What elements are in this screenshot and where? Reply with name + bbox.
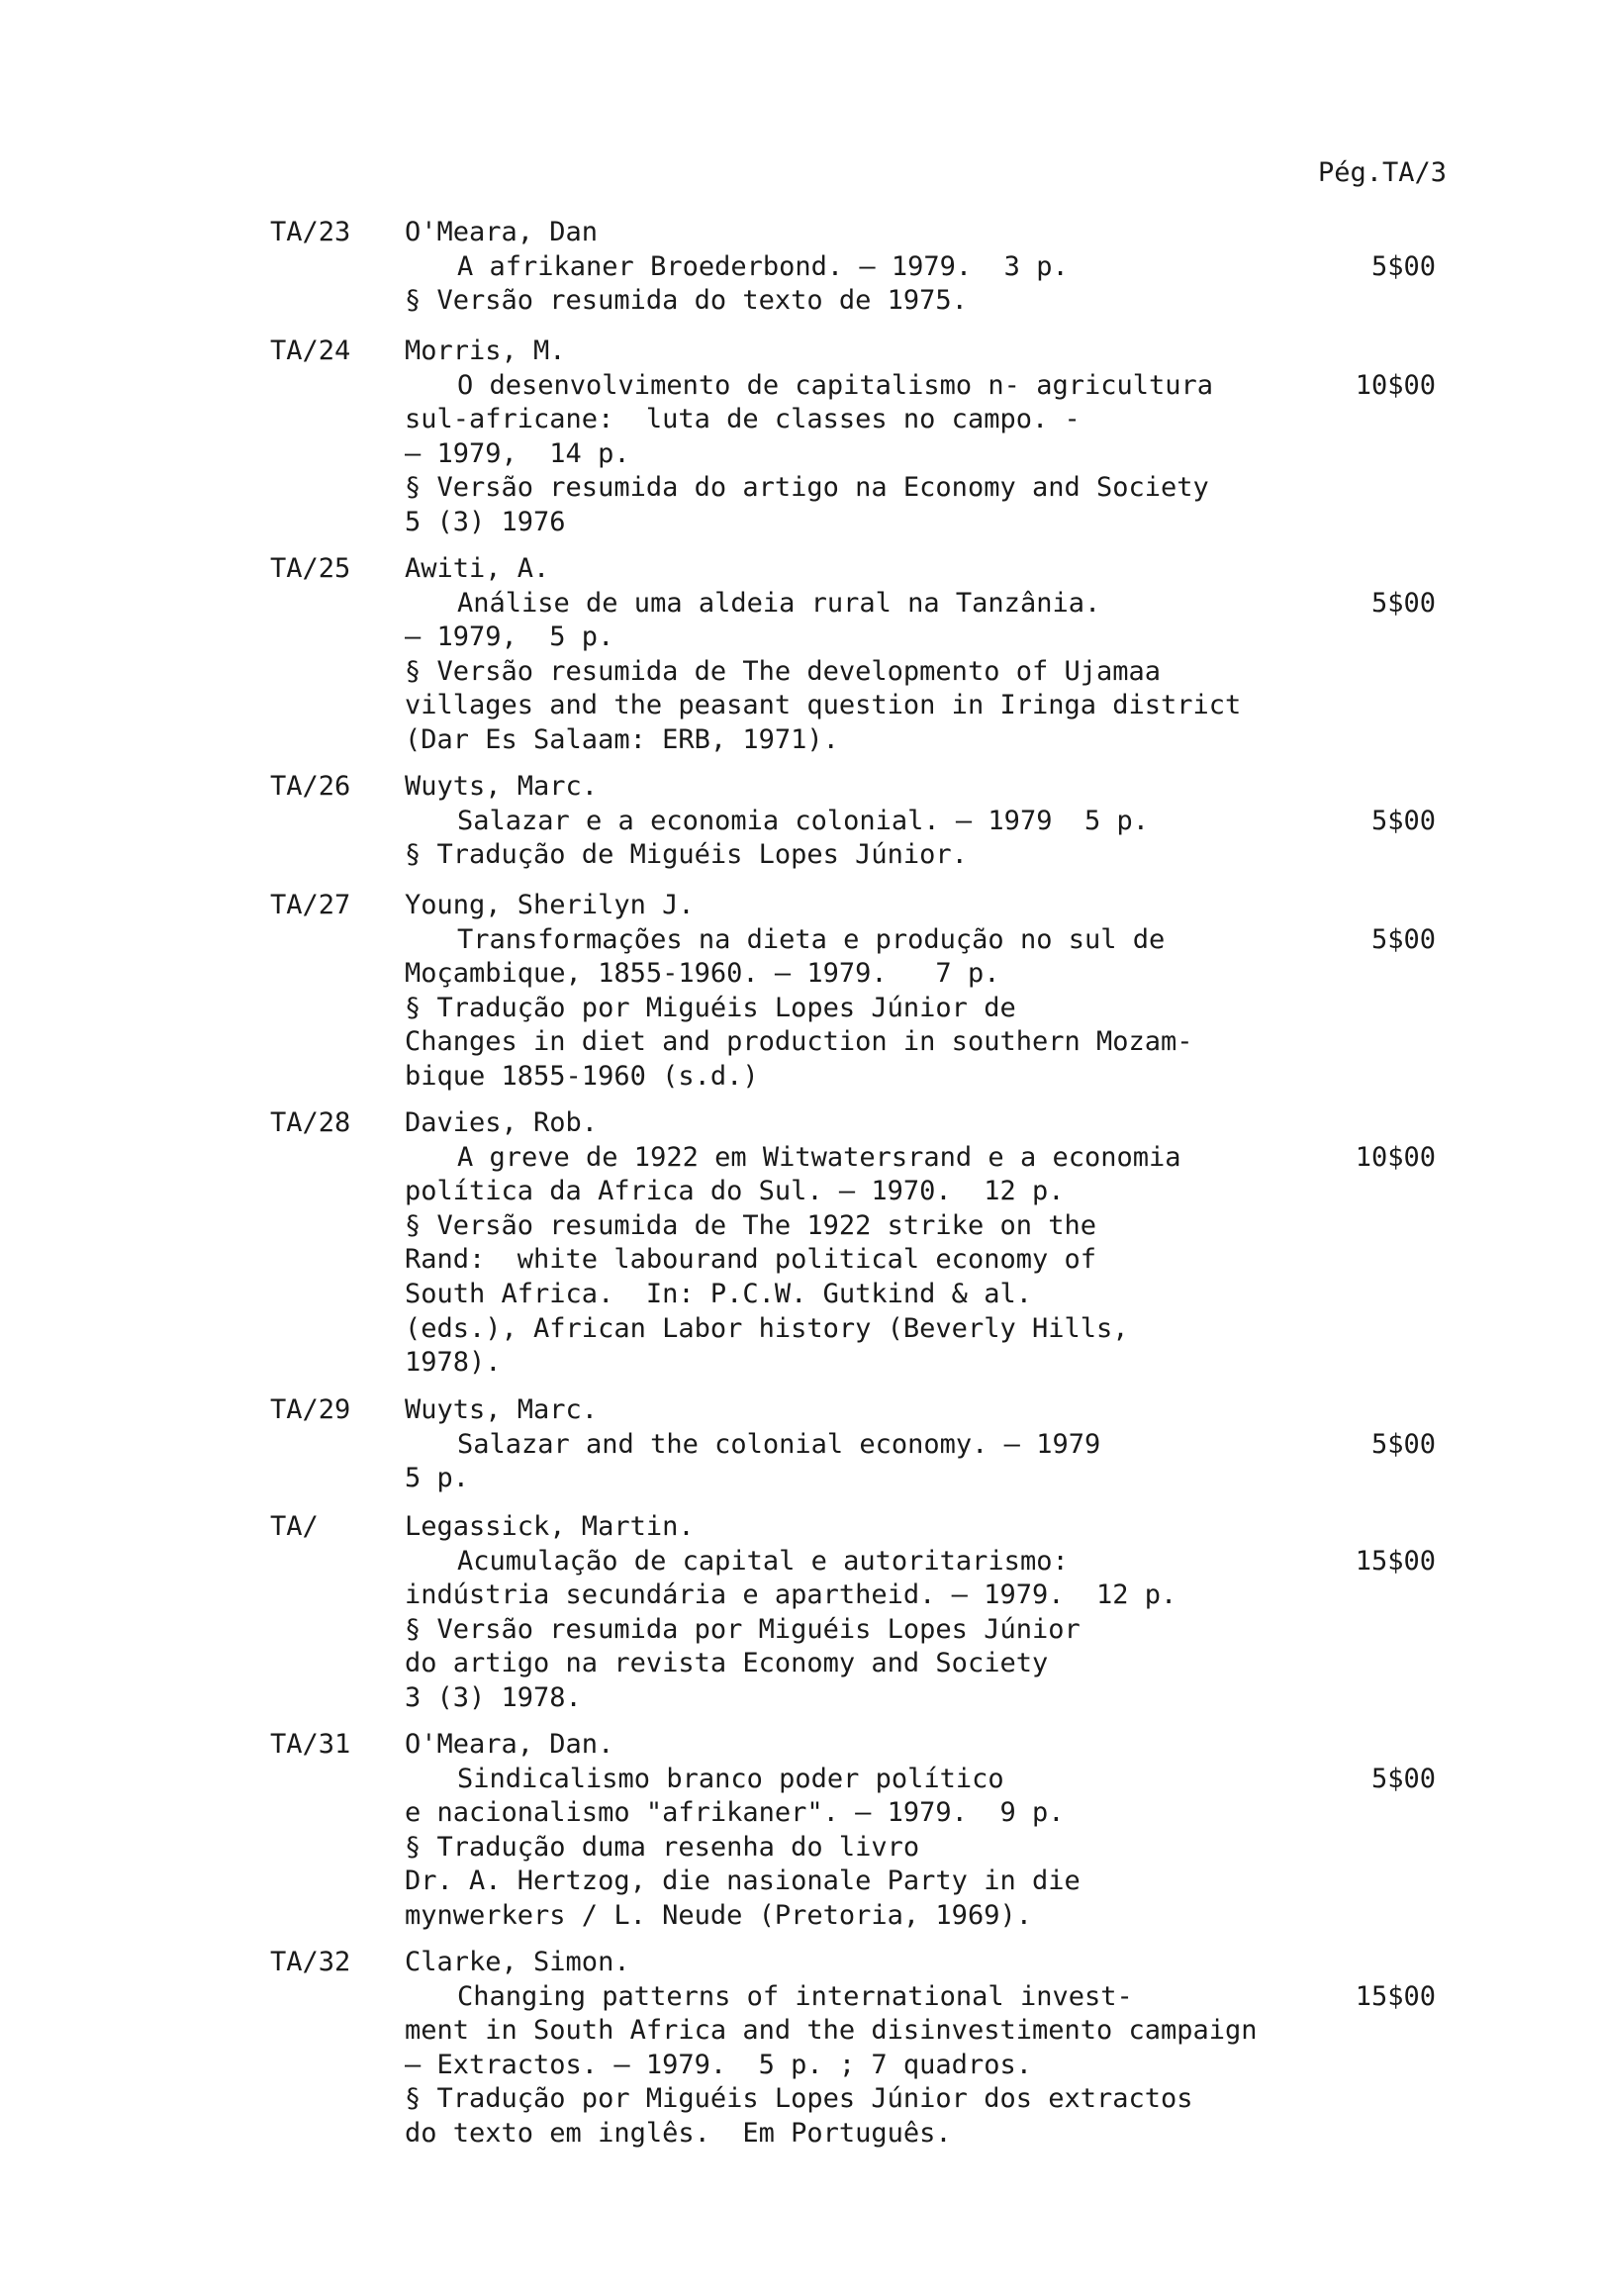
page-number: Pég.TA/3 [1318, 157, 1448, 188]
entry-description [405, 1510, 1315, 1716]
entry-author: Morris, M. [405, 335, 566, 366]
entry-price: 15$00 [1355, 1545, 1436, 1577]
entry-price: 5$00 [1370, 250, 1436, 282]
entry-description [405, 770, 1315, 873]
entry-author: Davies, Rob. [405, 1107, 599, 1138]
entry-description [405, 1728, 1315, 1934]
entry-description [405, 216, 1315, 319]
entry-title: Changing patterns of international invest- [457, 1980, 1133, 2012]
entry-line: — Extractos. — 1979. 5 p. ; 7 quadros. [405, 2049, 1032, 2080]
entry-price: 5$00 [1370, 805, 1436, 836]
entry-code: TA/31 [270, 1729, 351, 1760]
entry-line: (eds.), African Labor history (Beverly Hills, [405, 1312, 1129, 1344]
entry-title: Transformações na dieta e produção no sul de [457, 923, 1166, 955]
entry-line: 5 (3) 1976 [405, 506, 566, 537]
entry-author: O'Meara, Dan [405, 217, 599, 247]
entry-line: — 1979, 14 p. [405, 437, 630, 469]
entry-line: bique 1855-1960 (s.d.) [405, 1060, 759, 1092]
entry-title: A greve de 1922 em Witwatersrand e a economia [457, 1141, 1181, 1173]
entry-price: 10$00 [1355, 1141, 1436, 1173]
entry-line: ment in South Africa and the disinvestimento campaign [405, 2015, 1258, 2047]
entry-price: 15$00 [1355, 1980, 1436, 2012]
entry-line: Changes in diet and production in southern Mozam- [405, 1026, 1193, 1058]
entry-line: (Dar Es Salaam: ERB, 1971). [405, 723, 839, 755]
entry-line: mynwerkers / L. Neude (Pretoria, 1969). [405, 1899, 1032, 1931]
entry-code: TA/ [270, 1511, 319, 1542]
entry-title: Salazar and the colonial economy. — 1979 [457, 1428, 1101, 1460]
entry-line: South Africa. In: P.C.W. Gutkind & al. [405, 1278, 1032, 1309]
entry-title: Sindicalismo branco poder político [457, 1763, 1004, 1794]
entry-description [405, 335, 1315, 540]
entry-code: TA/25 [270, 553, 351, 584]
entry-line: do artigo na revista Economy and Society [405, 1648, 1049, 1679]
entry-line: § Versão resumida do texto de 1975. [405, 285, 968, 317]
entry-code: TA/23 [270, 217, 351, 247]
entry-author: Legassick, Martin. [405, 1511, 695, 1542]
entry-title: Análise de uma aldeia rural na Tanzânia. [457, 587, 1101, 619]
entry-price: 10$00 [1355, 369, 1436, 401]
entry-title: Salazar e a economia colonial. — 1979 5 p. [457, 805, 1149, 836]
entry-title: A afrikaner Broederbond. — 1979. 3 p. [457, 250, 1069, 282]
entry-line: § Versão resumida por Miguéis Lopes Júnior [405, 1613, 1081, 1645]
entry-author: O'Meara, Dan. [405, 1729, 614, 1760]
entry-title: Acumulação de capital e autoritarismo: [457, 1545, 1069, 1577]
entry-line: Rand: white labourand political economy of [405, 1244, 1096, 1276]
entry-line: indústria secundária e apartheid. — 1979. 12 p. [405, 1579, 1177, 1611]
entry-description [405, 1393, 1315, 1496]
entry-author: Clarke, Simon. [405, 1947, 630, 1977]
entry-line: § Tradução de Miguéis Lopes Júnior. [405, 839, 968, 871]
entry-author: Awiti, A. [405, 553, 550, 584]
entry-price: 5$00 [1370, 587, 1436, 619]
entry-line: Dr. A. Hertzog, die nasionale Party in die [405, 1866, 1081, 1897]
entry-line: do texto em inglês. Em Português. [405, 2117, 952, 2149]
entry-description [405, 1106, 1315, 1381]
entry-line: § Versão resumida de The 1922 strike on the [405, 1209, 1096, 1241]
entry-description [405, 1946, 1315, 2152]
entry-line: Moçambique, 1855-1960. — 1979. 7 p. [405, 958, 1000, 990]
entry-line: § Versão resumida do artigo na Economy and Society [405, 472, 1209, 504]
entry-author: Young, Sherilyn J. [405, 890, 695, 920]
entry-author: Wuyts, Marc. [405, 771, 599, 802]
entry-line: § Tradução por Miguéis Lopes Júnior dos extractos [405, 2083, 1193, 2115]
entry-code: TA/26 [270, 771, 351, 802]
entry-line: e nacionalismo "afrikaner". — 1979. 9 p. [405, 1797, 1065, 1829]
entry-line: sul-africane: luta de classes no campo. - [405, 404, 1081, 435]
entry-price: 5$00 [1370, 923, 1436, 955]
entry-author: Wuyts, Marc. [405, 1394, 599, 1425]
entry-description [405, 552, 1315, 758]
entry-price: 5$00 [1370, 1763, 1436, 1794]
entry-code: TA/32 [270, 1947, 351, 1977]
entry-line: 1978). [405, 1347, 502, 1379]
entry-code: TA/24 [270, 335, 351, 366]
entry-line: 5 p. [405, 1463, 470, 1494]
entry-title: O desenvolvimento de capitalismo n- agricultura [457, 369, 1214, 401]
entry-line: política da Africa do Sul. — 1970. 12 p. [405, 1176, 1065, 1207]
entry-description [405, 889, 1315, 1095]
entry-line: § Tradução por Miguéis Lopes Júnior de [405, 992, 1016, 1023]
entry-line: — 1979, 5 p. [405, 622, 614, 653]
entry-line: villages and the peasant question in Iringa district [405, 690, 1242, 721]
entry-price: 5$00 [1370, 1428, 1436, 1460]
entry-code: TA/27 [270, 890, 351, 920]
entry-code: TA/28 [270, 1107, 351, 1138]
entry-line: 3 (3) 1978. [405, 1681, 582, 1713]
entry-code: TA/29 [270, 1394, 351, 1425]
entry-line: § Tradução duma resenha do livro [405, 1831, 920, 1863]
entry-line: § Versão resumida de The developmento of Ujamaa [405, 655, 1162, 687]
